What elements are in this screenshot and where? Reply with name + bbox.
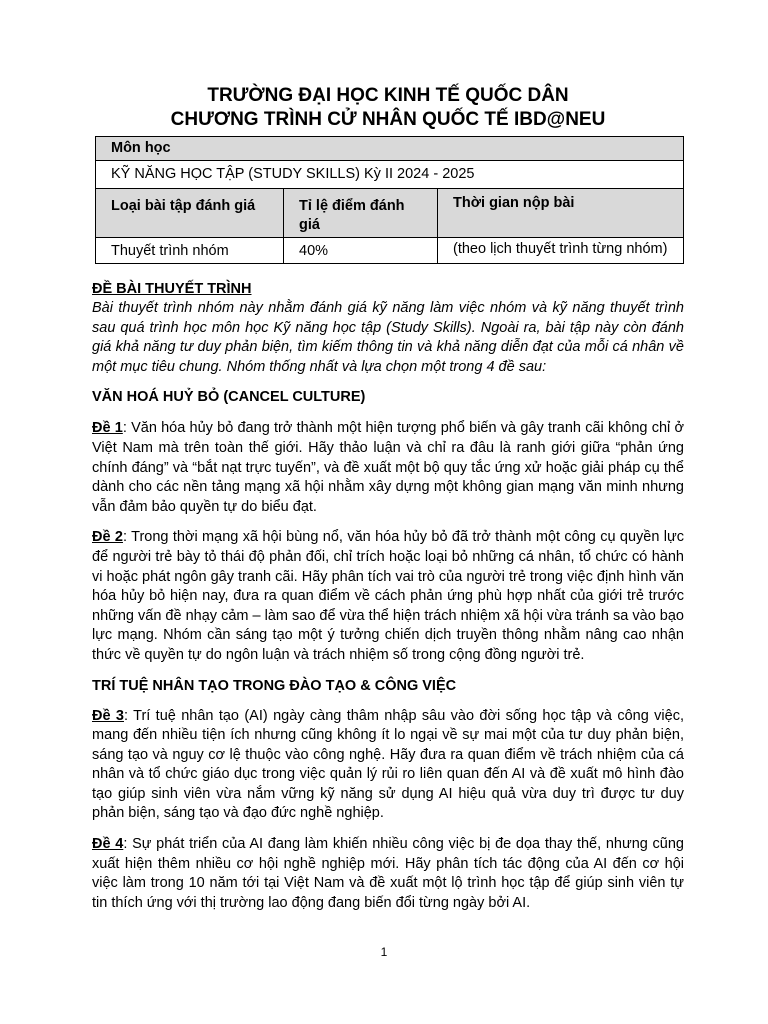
table-row — [96, 189, 684, 238]
topic-2-paragraph — [92, 528, 684, 665]
topic-3-label: Đề 3 — [92, 707, 124, 724]
section-heading-ai: TRÍ TUỆ NHÂN TẠO TRONG ĐÀO TẠO & CÔNG VIỆC — [92, 677, 457, 694]
course-info-table — [95, 136, 684, 264]
deadline-value: (theo lịch thuyết trình từng nhóm) — [438, 238, 684, 264]
topic-4-text: : Sự phát triển của AI đang làm khiến nhiều công việc bị đe dọa thay thế, nhưng cũng xuất hiện thêm nhiều cơ hội nghề nghiệp mới. Hãy phân tích tác động của AI đến cơ hội việc làm trong 10 năm tới tại Việt Nam và đề xuất một lộ trình học tập để giúp sinh viên tự tin thích ứng với thị trường lao động đang biến đổi từng ngày bởi AI. — [92, 836, 684, 911]
topic-4-paragraph — [92, 835, 684, 913]
topic-3-paragraph — [92, 707, 684, 825]
program-name: CHƯƠNG TRÌNH CỬ NHÂN QUỐC TẾ IBD@NEU — [170, 109, 606, 130]
document-page — [92, 84, 684, 913]
table-row — [96, 238, 684, 264]
table-row — [96, 137, 684, 161]
topic-2-text: : Trong thời mạng xã hội bùng nổ, văn hóa hủy bỏ đã trở thành một công cụ quyền lực để người trẻ bày tỏ thái độ phản đối, chỉ trích hoặc loại bỏ những cá nhân, tổ chức có hành vi hoặc phát ngôn gây tranh cãi. Hãy phân tích vai trò của người trẻ trong việc định hình văn hóa hủy bỏ hiện nay, đưa ra quan điểm về cách phản ứng phù hợp nhất của giới trẻ trước những vấn đề nhạy cảm – làm sao để vừa thể hiện trách nhiệm xã hội vừa tránh sa vào bạo lực mạng. Nhóm cần sáng tạo một ý tưởng chiến dịch truyền thông nhằm nâng cao nhận thức về quyền tự do ngôn luận và trách nhiệm số trong cộng đồng người trẻ. — [92, 529, 684, 663]
topic-1-paragraph — [92, 419, 684, 517]
topic-3-text: : Trí tuệ nhân tạo (AI) ngày càng thâm nhập sâu vào đời sống học tập và công việc, mang đến nhiều tiện ích nhưng cũng không ít lo ngại về sự mai một của tư duy phản biện, sáng tạo và nguy cơ lệ thuộc vào công nghệ. Hãy đưa ra quan điểm về trách nhiệm của cá nhân và tổ chức giáo dục trong việc quản lý rủi ro liên quan đến AI và đề xuất mô hình đào tạo giúp sinh viên vừa nắm vững kỹ năng sử dụng AI hiệu quả vừa duy trì được tư duy phản biện, sáng tạo và đạo đức nghề nghiệp. — [92, 707, 684, 822]
weight-value: 40% — [284, 238, 438, 264]
assignment-intro: Bài thuyết trình nhóm này nhằm đánh giá kỹ năng làm việc nhóm và kỹ năng thuyết trình sau quá trình học môn học Kỹ năng học tập (Study Skills). Ngoài ra, bài tập này còn đánh giá khả năng tư duy phản biện, tìm kiếm thông tin và khả năng diễn đạt của mỗi cá nhân về một mục tiêu chung. Nhóm thống nhất và lựa chọn một trong 4 đề sau: — [92, 300, 684, 375]
topic-2-label: Đề 2 — [92, 529, 123, 546]
assessment-type-value: Thuyết trình nhóm — [96, 238, 284, 264]
deadline-header: Thời gian nộp bài — [438, 189, 684, 238]
topic-1-text: : Văn hóa hủy bỏ đang trở thành một hiện tượng phổ biến và gây tranh cãi không chỉ ở Việt Nam mà trên toàn thế giới. Hãy thảo luận và chỉ ra đâu là ranh giới giữa “phản ứng chính đáng” và “bắt nạt trực tuyến”, và đề xuất một bộ quy tắc ứng xử hoặc giải pháp cụ thể dành cho các nền tảng mạng xã hội nhằm xây dựng một không gian mạng văn minh nhưng vẫn đảm bảo quyền tự do biểu đạt. — [92, 420, 684, 515]
subject-value-cell: KỸ NĂNG HỌC TẬP (STUDY SKILLS) Kỳ II 2024 - 2025 — [96, 161, 684, 189]
assessment-type-header: Loại bài tập đánh giá — [96, 189, 284, 238]
subject-label-cell: Môn học — [96, 137, 684, 161]
table-row — [96, 161, 684, 189]
page-number: 1 — [380, 945, 388, 959]
section-heading-cancel-culture: VĂN HOÁ HUỶ BỎ (CANCEL CULTURE) — [92, 389, 366, 406]
topic-4-label: Đề 4 — [92, 836, 124, 853]
weight-header: Tỉ lệ điểm đánh giá — [284, 189, 438, 238]
topic-1-label: Đề 1 — [92, 420, 123, 437]
university-name: TRƯỜNG ĐẠI HỌC KINH TẾ QUỐC DÂN — [207, 85, 569, 106]
assignment-title: ĐỀ BÀI THUYẾT TRÌNH — [92, 281, 252, 297]
